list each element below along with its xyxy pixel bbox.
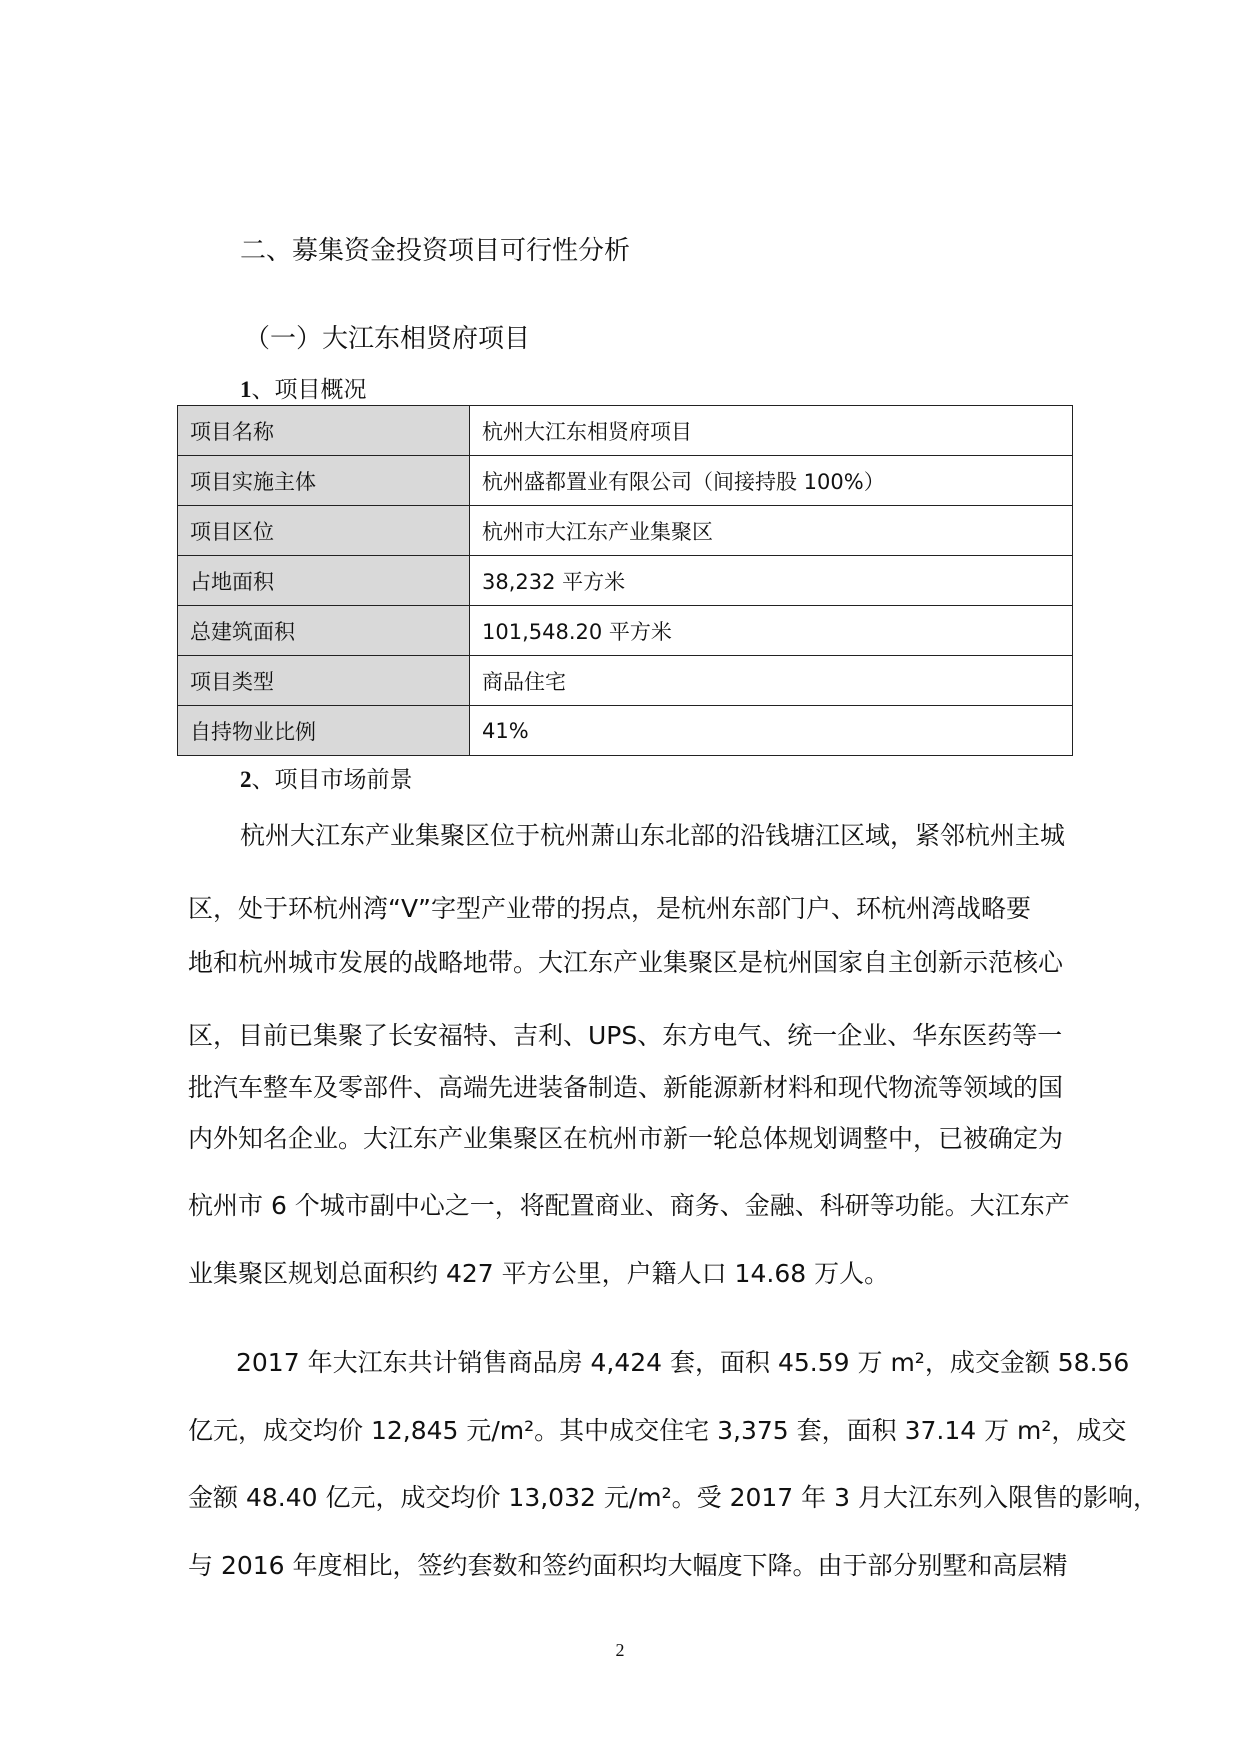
market-heading-number: 2 bbox=[240, 767, 252, 792]
table-value: 杭州市大江东产业集聚区 bbox=[470, 506, 1073, 556]
table-label: 自持物业比例 bbox=[178, 706, 470, 756]
paragraph-line: 区，处于环杭州湾“V”字型产业带的拐点，是杭州东部门户、环杭州湾战略要 bbox=[188, 894, 1032, 923]
table-value: 杭州盛都置业有限公司（间接持股 100%） bbox=[470, 456, 1073, 506]
overview-heading bbox=[240, 371, 367, 404]
table-label: 总建筑面积 bbox=[178, 606, 470, 656]
paragraph-line: 区，目前已集聚了长安福特、吉利、UPS、东方电气、统一企业、华东医药等一 bbox=[188, 1021, 1063, 1050]
paragraph-line: 批汽车整车及零部件、高端先进装备制造、新能源新材料和现代物流等领域的国 bbox=[188, 1073, 1064, 1102]
market-heading bbox=[240, 761, 413, 794]
paragraph-line: 金额 48.40 亿元，成交均价 13,032 元/m²。受 2017 年 3 月大江东列入限售的影响， bbox=[188, 1483, 1158, 1512]
table-label: 占地面积 bbox=[178, 556, 470, 606]
table-value: 101,548.20 平方米 bbox=[470, 606, 1073, 656]
table-row bbox=[178, 706, 1073, 756]
section-heading: 二、募集资金投资项目可行性分析 bbox=[240, 236, 631, 266]
table-label: 项目实施主体 bbox=[178, 456, 470, 506]
table-row bbox=[178, 406, 1073, 456]
overview-heading-text: 、项目概况 bbox=[251, 377, 367, 403]
subsection-heading: （一）大江东相贤府项目 bbox=[244, 324, 531, 354]
paragraph-line: 业集聚区规划总面积约 427 平方公里，户籍人口 14.68 万人。 bbox=[188, 1259, 890, 1288]
page-number: 2 bbox=[615, 1640, 625, 1660]
paragraph-line: 杭州市 6 个城市副中心之一，将配置商业、商务、金融、科研等功能。大江东产 bbox=[188, 1191, 1070, 1220]
table-value: 杭州大江东相贤府项目 bbox=[470, 406, 1073, 456]
paragraph-line: 2017 年大江东共计销售商品房 4,424 套，面积 45.59 万 m²，成交金额 58.56 bbox=[236, 1348, 1130, 1377]
table-row bbox=[178, 656, 1073, 706]
table-row bbox=[178, 606, 1073, 656]
paragraph-line: 内外知名企业。大江东产业集聚区在杭州市新一轮总体规划调整中，已被确定为 bbox=[188, 1124, 1064, 1153]
table-row bbox=[178, 556, 1073, 606]
table-value: 38,232 平方米 bbox=[470, 556, 1073, 606]
paragraph-line: 杭州大江东产业集聚区位于杭州萧山东北部的沿钱塘江区域，紧邻杭州主城 bbox=[240, 821, 1066, 850]
table-label: 项目名称 bbox=[178, 406, 470, 456]
table-label: 项目类型 bbox=[178, 656, 470, 706]
paragraph-line: 亿元，成交均价 12,845 元/m²。其中成交住宅 3,375 套，面积 37.14 万 m²，成交 bbox=[188, 1416, 1127, 1445]
table-value: 41% bbox=[470, 706, 1073, 756]
project-overview-table bbox=[177, 405, 1073, 756]
table-row bbox=[178, 456, 1073, 506]
table-label: 项目区位 bbox=[178, 506, 470, 556]
paragraph-line: 地和杭州城市发展的战略地带。大江东产业集聚区是杭州国家自主创新示范核心 bbox=[188, 948, 1064, 977]
table-row bbox=[178, 506, 1073, 556]
overview-heading-number: 1 bbox=[240, 377, 252, 402]
paragraph-line: 与 2016 年度相比，签约套数和签约面积均大幅度下降。由于部分别墅和高层精 bbox=[188, 1551, 1068, 1580]
market-heading-text: 、项目市场前景 bbox=[251, 767, 413, 793]
table-value: 商品住宅 bbox=[470, 656, 1073, 706]
